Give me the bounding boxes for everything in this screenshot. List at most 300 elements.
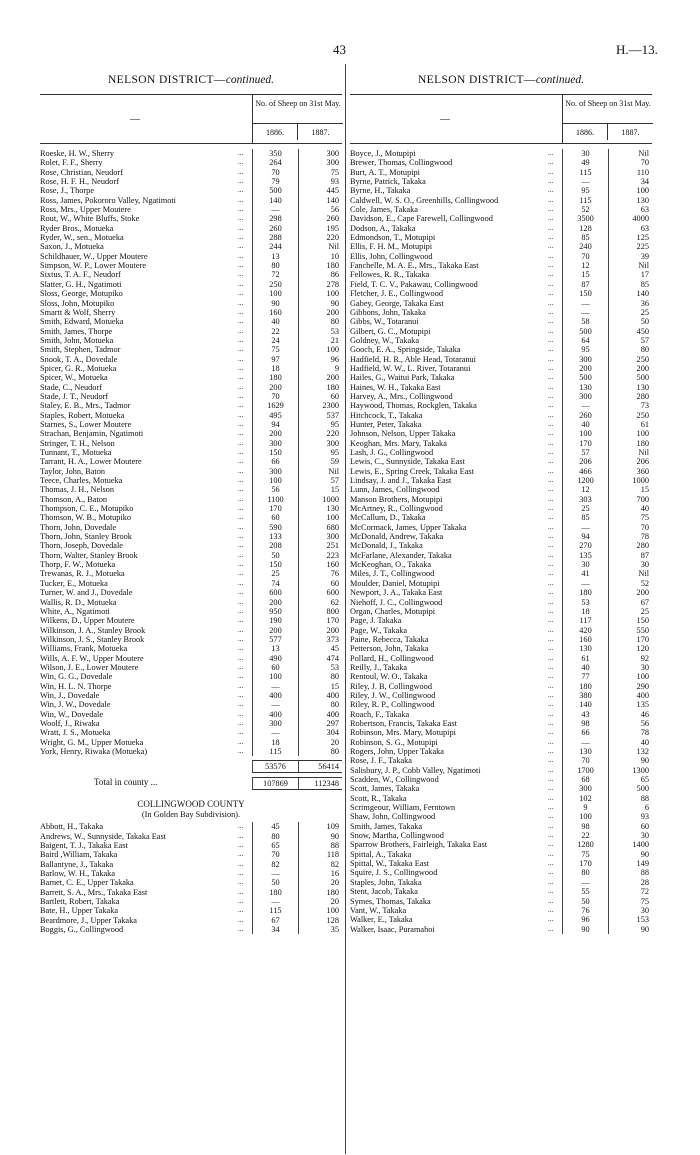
owner-name: Walker, Isaac, Puramahoi (350, 924, 435, 934)
leader-dots: ... (548, 634, 554, 643)
sheep-1886: 12 (562, 485, 609, 494)
sheep-1887: 76 (330, 569, 339, 579)
owner-name: Woolf, J., Riwaka (40, 718, 100, 728)
table-row (350, 495, 652, 504)
leader-dots: ... (238, 298, 244, 307)
sheep-1886: 22 (562, 831, 609, 840)
owner-name: Smith, Edward, Motueka (40, 317, 124, 327)
table-row (350, 915, 652, 924)
owner-name: Stade, C., Neudorf (40, 382, 102, 392)
sheep-1886: 18 (252, 364, 299, 373)
table-row (40, 411, 342, 420)
sheep-1887: 73 (640, 401, 649, 411)
left-rows-collingwood (40, 822, 342, 934)
table-row (40, 308, 342, 317)
leader-dots: ... (548, 195, 554, 204)
table-row (350, 551, 652, 560)
sheep-1887: 180 (326, 382, 339, 392)
leader-dots: ... (238, 363, 244, 372)
owner-name: Taylor, John, Baton (40, 466, 105, 476)
leader-dots: ... (238, 307, 244, 316)
sheep-1887: 53 (330, 662, 339, 672)
owner-name: Lewis, C., Sunnyside, Takaka East (350, 457, 465, 467)
sheep-1887: 130 (326, 504, 339, 514)
table-row (40, 822, 342, 831)
sheep-1886: 490 (252, 654, 299, 663)
table-row (350, 242, 652, 251)
owner-name: Boyce, J., Motupipi (350, 149, 416, 158)
owner-name: Vant, W., Takaka (350, 905, 407, 915)
sheep-1887: 45 (330, 644, 339, 654)
sheep-1886: 96 (562, 915, 609, 924)
sheep-1887: 30 (640, 905, 649, 915)
leader-dots: ... (238, 457, 244, 466)
sheep-1886: 420 (562, 626, 609, 635)
sheep-1887: 135 (636, 700, 649, 710)
sheep-1887: 65 (640, 775, 649, 785)
table-row (350, 392, 652, 401)
sheep-1887: 800 (326, 606, 339, 616)
owner-name: Abbott, H., Takaka (40, 822, 104, 832)
leader-dots: ... (548, 653, 554, 662)
sheep-1886: 66 (252, 457, 299, 466)
owner-name: Spittal, A., Takaka (350, 849, 412, 859)
sheep-1886: 130 (562, 644, 609, 653)
table-row (350, 196, 652, 205)
sheep-1887: 400 (326, 690, 339, 700)
table-row (40, 878, 342, 887)
leader-dots: ... (238, 448, 244, 456)
sheep-1886: — (252, 869, 299, 878)
table-row (350, 747, 652, 756)
table-row (40, 738, 342, 747)
column-divider (345, 64, 346, 1154)
leader-dots: ... (548, 821, 554, 830)
leader-dots: ... (238, 841, 244, 850)
owner-name: Sloss, George, Motupiko (40, 289, 123, 299)
leader-dots: ... (238, 317, 244, 326)
sheep-1886: 100 (252, 476, 299, 485)
sheep-1886: 30 (562, 560, 609, 569)
table-row (350, 270, 652, 279)
sheep-1886: 500 (562, 327, 609, 336)
leader-dots: ... (548, 158, 554, 167)
sheep-1887: 62 (330, 597, 339, 607)
table-row (40, 635, 342, 644)
leader-dots: ... (548, 803, 554, 812)
leader-dots: ... (238, 737, 244, 746)
sheep-1886: 64 (562, 336, 609, 345)
owner-name: Stade, J. T., Neudorf (40, 391, 109, 401)
owner-name: Strachan, Benjamin, Ngatimoti (40, 429, 144, 439)
leader-dots: ... (548, 747, 554, 755)
sheep-1886: 30 (562, 149, 609, 158)
owner-name: Andrews, W., Sunnyside, Takaka East (40, 831, 167, 841)
leader-dots: ... (548, 672, 554, 681)
sheep-1887: 100 (636, 186, 649, 196)
table-row (40, 551, 342, 560)
table-row (40, 270, 342, 279)
sheep-1887: 30 (640, 831, 649, 841)
leader-dots: ... (238, 335, 244, 344)
sheep-1886: 140 (252, 196, 299, 205)
sheep-1887: 75 (640, 513, 649, 523)
table-row (40, 336, 342, 345)
leader-dots: ... (238, 167, 244, 176)
sheep-1886: 600 (252, 588, 299, 597)
owner-name: Smith, James, Thorpe (40, 326, 113, 336)
leader-dots: ... (548, 606, 554, 615)
sheep-1886: 43 (562, 710, 609, 719)
sheep-1886: 200 (252, 598, 299, 607)
table-row (40, 663, 342, 672)
sheep-1887: 63 (640, 223, 649, 233)
sheep-1886: 190 (252, 616, 299, 625)
sheep-1887: 250 (636, 410, 649, 420)
subtotal-row: 53576 56414 (40, 756, 342, 773)
left-table-header (40, 94, 342, 144)
sheep-1886: — (562, 299, 609, 308)
leader-dots: ... (238, 522, 244, 531)
total-row: Total in county ... 107869 112348 (40, 773, 342, 795)
leader-dots: ... (548, 709, 554, 718)
sheep-1886: — (252, 700, 299, 709)
leader-dots: ... (548, 700, 554, 709)
leader-dots: ... (238, 718, 244, 727)
table-row (40, 925, 342, 934)
sheep-1886: — (562, 177, 609, 186)
leader-dots: ... (238, 233, 244, 242)
leader-dots: ... (238, 289, 244, 298)
sheep-1887: 170 (636, 634, 649, 644)
sheep-1886: 98 (562, 719, 609, 728)
leader-dots: ... (548, 588, 554, 597)
sheep-1886: 1100 (252, 495, 299, 504)
owner-name: Win, J., Dovedale (40, 690, 100, 700)
table-row (40, 439, 342, 448)
sheep-1886: 76 (562, 906, 609, 915)
table-row (40, 560, 342, 569)
sheep-1887: 70 (640, 522, 649, 532)
table-row (350, 476, 652, 485)
leader-dots: ... (548, 448, 554, 456)
sheep-1887: 90 (330, 298, 339, 308)
table-row (350, 626, 652, 635)
table-row (350, 205, 652, 214)
owner-name: Robinson, Mrs. Mary, Motupipi (350, 728, 456, 738)
owner-name: Smith, Stephen, Tadmor (40, 345, 121, 355)
table-row (40, 158, 342, 167)
leader-dots: ... (548, 513, 554, 522)
sheep-1887: 474 (326, 653, 339, 663)
table-row (350, 532, 652, 541)
table-row (350, 355, 652, 364)
sheep-1887: 93 (640, 812, 649, 822)
leader-dots: ... (548, 373, 554, 382)
table-row (40, 869, 342, 878)
table-row (40, 233, 342, 242)
year-1887-header: 1887. (311, 128, 330, 137)
sheep-1887: 88 (330, 841, 339, 851)
leader-dots: ... (238, 532, 244, 541)
owner-name: Staples, John, Takaka (350, 877, 422, 887)
sheep-1886: 160 (562, 635, 609, 644)
leader-dots: ... (548, 251, 554, 260)
leader-dots: ... (548, 382, 554, 391)
table-row (350, 467, 652, 476)
sheep-1886: — (562, 738, 609, 747)
sheep-1887: 130 (636, 195, 649, 205)
sheep-1887: 700 (636, 494, 649, 504)
sheep-1886: 300 (252, 467, 299, 476)
table-row (40, 588, 342, 597)
sheep-1887: 109 (326, 822, 339, 832)
leader-dots: ... (548, 784, 554, 793)
sheep-1886: — (562, 308, 609, 317)
sheep-1887: 57 (330, 476, 339, 486)
leader-dots: ... (548, 560, 554, 569)
owner-name: Rose, H. F. H., Neudorf (40, 177, 119, 187)
sheep-1886: 130 (562, 747, 609, 756)
sheep-1887: 360 (636, 466, 649, 476)
owner-name: Thorn, Joseph, Dovedale (40, 541, 123, 551)
right-table-header (350, 94, 652, 144)
table-row (40, 429, 342, 438)
leader-dots: ... (548, 317, 554, 326)
owner-name: Squire, J. S., Collingwood (350, 868, 438, 878)
owner-name: Wright, G. M., Upper Motueka (40, 737, 144, 747)
owner-name: Thorn, John, Dovedale (40, 522, 117, 532)
leader-dots: ... (548, 924, 554, 933)
sheep-1886: 15 (562, 270, 609, 279)
sheep-1886: 300 (252, 719, 299, 728)
sheep-1887: 550 (636, 625, 649, 635)
leader-dots: ... (238, 149, 244, 157)
owner-name: Slatter, G. H., Ngatimoti (40, 279, 122, 289)
sheep-1887: 200 (326, 307, 339, 317)
leader-dots: ... (238, 354, 244, 363)
right-heading: NELSON DISTRICT—continued. (417, 74, 585, 86)
table-row (40, 196, 342, 205)
sheep-1886: 117 (562, 616, 609, 625)
page-code: H.—13. (616, 42, 658, 57)
sheep-1887: 88 (640, 868, 649, 878)
owner-name: Hadfield, W. W., L. River, Totaranui (350, 363, 471, 373)
table-row (350, 299, 652, 308)
table-row (350, 373, 652, 382)
leader-dots: ... (548, 737, 554, 746)
sheep-1886: 12 (562, 261, 609, 270)
sheep-1886: 577 (252, 635, 299, 644)
sheep-1887: 300 (326, 149, 339, 158)
leader-dots: ... (548, 765, 554, 774)
sheep-1886: 1280 (562, 840, 609, 849)
sheep-1887: 450 (636, 326, 649, 336)
sheep-1887: 15 (330, 485, 339, 495)
owner-name: Fletcher, J. E., Collingwood (350, 289, 443, 299)
table-row (40, 373, 342, 382)
table-row (350, 887, 652, 896)
sheep-1886: 67 (252, 916, 299, 925)
sheep-1887: 87 (640, 550, 649, 560)
sheep-1887: 82 (330, 859, 339, 869)
leader-dots: ... (238, 588, 244, 597)
leader-dots: ... (548, 793, 554, 802)
leader-dots: ... (548, 177, 554, 186)
sheep-1887: 128 (326, 915, 339, 925)
sheep-1886: 55 (562, 887, 609, 896)
leader-dots: ... (548, 616, 554, 625)
owner-name: McFarlane, Alexander, Takaka (350, 550, 452, 560)
sheep-1887: 25 (640, 307, 649, 317)
table-row (40, 420, 342, 429)
sheep-1887: 59 (330, 457, 339, 467)
sheep-1887: Nil (328, 466, 339, 476)
table-row (40, 448, 342, 457)
owner-name: Fanchelle, M. A. E., Mrs., Takaka East (350, 261, 479, 271)
owner-name: Win, W., Dovedale (40, 709, 104, 719)
sheep-1886: 40 (252, 317, 299, 326)
leader-dots: ... (238, 270, 244, 279)
owner-name: Thompson, C. E., Motupiko (40, 504, 134, 514)
sheep-1887: 39 (640, 251, 649, 261)
owner-name: Wills, A. F. W., Upper Moutere (40, 653, 144, 663)
owner-name: Spicer, G. R., Motueka (40, 363, 117, 373)
leader-dots: ... (548, 644, 554, 653)
table-row (350, 411, 652, 420)
leader-dots: ... (548, 840, 554, 849)
leader-dots: ... (548, 466, 554, 475)
table-row (40, 747, 342, 756)
sheep-1887: 60 (330, 391, 339, 401)
sheep-1887: 260 (326, 214, 339, 224)
sheep-1887: 46 (640, 709, 649, 719)
sheep-1886: 170 (562, 859, 609, 868)
sheep-1887: 20 (330, 878, 339, 888)
sheep-1887: 20 (330, 897, 339, 907)
sheep-1887: 2300 (322, 401, 339, 411)
owner-name: Goldney, W., Takaka (350, 335, 420, 345)
table-row (40, 644, 342, 653)
owner-name: Petterson, John, Takaka (350, 644, 429, 654)
leader-dots: ... (548, 186, 554, 195)
owner-name: Scott, James, Takaka (350, 784, 420, 794)
sheep-1886: 115 (252, 906, 299, 915)
sheep-1887: 180 (636, 438, 649, 448)
sheep-1886: 87 (562, 280, 609, 289)
sheep-1887: 300 (326, 158, 339, 168)
table-row (350, 906, 652, 915)
sheep-1886: 240 (562, 242, 609, 251)
owner-name: Tucker, E., Motueka (40, 578, 108, 588)
table-row (350, 317, 652, 326)
sheep-1886: 150 (252, 448, 299, 457)
owner-name: Moulder, Daniel, Motupipi (350, 578, 440, 588)
owner-name: McArtney, R., Collingwood (350, 504, 443, 514)
sheep-1886: 170 (252, 504, 299, 513)
sheep-1886: 400 (252, 710, 299, 719)
sheep-1886: 270 (562, 541, 609, 550)
leader-dots: ... (238, 410, 244, 419)
leader-dots: ... (548, 279, 554, 288)
leader-dots: ... (238, 869, 244, 878)
owner-name: Lewis, E., Spring Creek, Takaka East (350, 466, 474, 476)
table-row (350, 485, 652, 494)
sheep-1887: 60 (640, 821, 649, 831)
owner-name: Hitchcock, T., Takaka (350, 410, 423, 420)
owner-name: Sloss, John, Motupiko (40, 298, 115, 308)
sheep-1886: 68 (562, 775, 609, 784)
sheep-1886: 300 (562, 392, 609, 401)
leader-dots: ... (548, 550, 554, 559)
table-row (350, 607, 652, 616)
sheep-1886: 200 (562, 364, 609, 373)
table-row (350, 345, 652, 354)
sheep-1887: 6 (644, 803, 649, 813)
sheep-1886: — (252, 897, 299, 906)
table-row (40, 860, 342, 869)
sheep-1887: 95 (330, 448, 339, 457)
sheep-1887: 278 (326, 279, 339, 289)
sheep-1886: 170 (562, 439, 609, 448)
sheep-1886: 95 (562, 345, 609, 354)
table-row (40, 317, 342, 326)
owner-name: Ross, Mrs., Upper Moutere (40, 205, 131, 215)
sheep-1887: 75 (640, 896, 649, 906)
table-row (350, 738, 652, 747)
leader-dots: ... (548, 335, 554, 344)
leader-dots: ... (548, 569, 554, 578)
owner-name: Thomas, J. H., Nelson (40, 485, 114, 495)
leader-dots: ... (238, 438, 244, 447)
table-row (40, 327, 342, 336)
left-rows (40, 149, 342, 756)
sheep-1886: 500 (252, 186, 299, 195)
sheep-1887: 680 (326, 522, 339, 532)
leader-dots: ... (238, 195, 244, 204)
sheep-1886: 206 (562, 457, 609, 466)
owner-name: Brewer, Thomas, Collingwood (350, 158, 453, 168)
sheep-1887: 1300 (632, 765, 649, 775)
total-label: Total in county ... (94, 777, 158, 788)
sheep-1887: 250 (636, 354, 649, 364)
sheep-1886: 82 (252, 860, 299, 869)
owner-name: Win, G. G., Dovedale (40, 672, 113, 682)
table-row (40, 523, 342, 532)
sheep-1887: 10 (330, 251, 339, 261)
owner-name: Saxon, J., Motueka (40, 242, 104, 252)
sheep-1887: 30 (640, 560, 649, 570)
owner-name: Barlow, W. H., Takaka (40, 869, 115, 879)
owner-name: Starnes, S., Lower Moutere (40, 419, 132, 429)
name-column-header: — (130, 114, 140, 125)
table-row (40, 719, 342, 728)
table-row (350, 513, 652, 522)
owner-name: Haines, W. H., Takaka East (350, 382, 441, 392)
table-row (40, 616, 342, 625)
owner-name: Thorp, F. W., Motueka (40, 560, 116, 570)
table-row (350, 691, 652, 700)
sheep-1886: — (252, 728, 299, 737)
sheep-1886: 300 (562, 355, 609, 364)
owner-name: Page, W., Takaka (350, 625, 408, 635)
sheep-1886: 100 (252, 289, 299, 298)
sheep-1887: 290 (636, 681, 649, 691)
sheep-1886: 70 (252, 392, 299, 401)
table-row (40, 598, 342, 607)
leader-dots: ... (548, 429, 554, 438)
owner-name: Roach, F., Takaka (350, 709, 410, 719)
